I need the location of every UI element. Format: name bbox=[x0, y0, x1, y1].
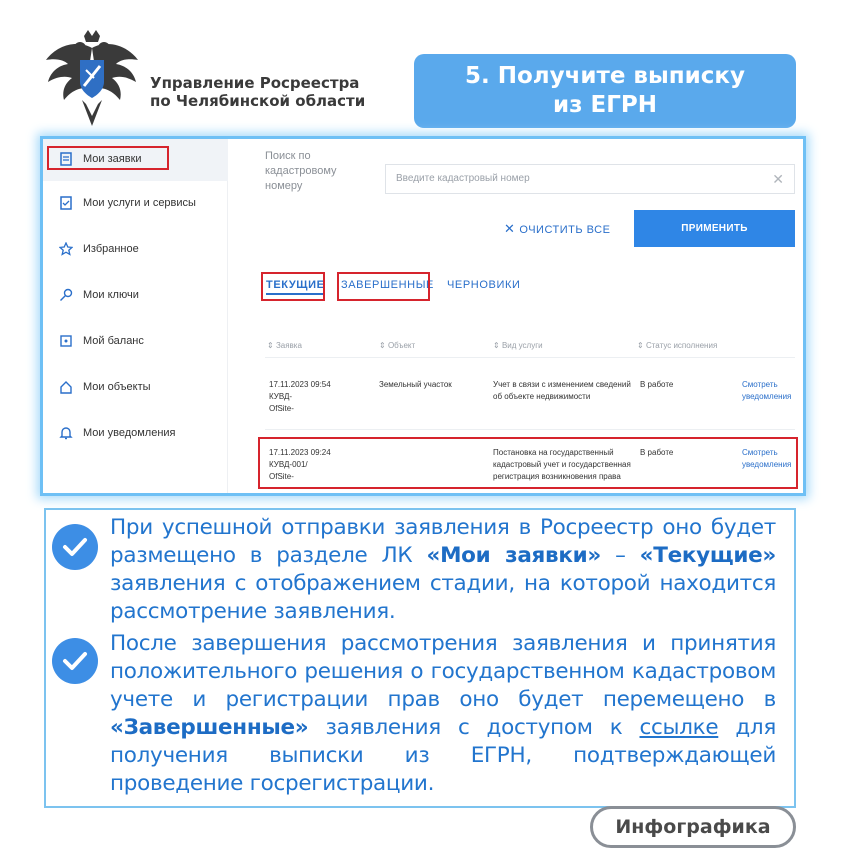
divider bbox=[265, 357, 795, 358]
column-header-status[interactable]: ⇕ Статус исполнения bbox=[637, 341, 718, 350]
sidebar-item-label: Мои объекты bbox=[83, 381, 151, 393]
status: В работе bbox=[640, 448, 674, 457]
apply-button[interactable]: ПРИМЕНИТЬ bbox=[634, 210, 795, 247]
step-title: 5. Получите выписку из ЕГРН bbox=[414, 54, 796, 128]
application-number: КУВД- bbox=[269, 392, 293, 401]
object-type: Земельный участок bbox=[379, 380, 452, 389]
service-type: Учет в связи с изменением сведений об объекте недвижимости bbox=[493, 380, 631, 401]
divider bbox=[265, 429, 795, 430]
application-source: OfSite- bbox=[269, 404, 294, 413]
sidebar-item-services[interactable] bbox=[59, 193, 196, 213]
sidebar bbox=[43, 139, 228, 493]
search-placeholder: Введите кадастровый номер bbox=[396, 173, 530, 184]
info-paragraph-2: После завершения рассмотрения заявления и принятия положительного решения о государственном кадастровом учете и регистрации прав оно будет перемещено в «Завершенные» заявления с доступом к ссылке для получения выписки из ЕГРН, подтверждающей проведение госрегистрации. bbox=[110, 631, 776, 796]
column-header-application[interactable]: ⇕ Заявка bbox=[267, 341, 302, 350]
sidebar-item-notifications[interactable] bbox=[59, 423, 176, 443]
highlight-my-applications bbox=[47, 146, 169, 170]
sidebar-item-label: Мои услуги и сервисы bbox=[83, 197, 196, 209]
house-icon bbox=[59, 380, 73, 394]
column-header-service[interactable]: ⇕ Вид услуги bbox=[493, 341, 543, 350]
sidebar-item-label: Мои уведомления bbox=[83, 427, 176, 439]
status: В работе bbox=[640, 380, 674, 389]
view-notifications-link[interactable]: Смотреть уведомления bbox=[742, 380, 792, 401]
star-icon bbox=[59, 242, 73, 256]
highlight-tab-current bbox=[261, 272, 325, 301]
sidebar-item-objects[interactable] bbox=[59, 377, 151, 397]
checkmark-icon bbox=[52, 638, 98, 684]
personal-account-screenshot bbox=[40, 136, 806, 496]
sidebar-item-label: Мои заявки bbox=[83, 153, 142, 165]
clear-all-button[interactable]: ✕ ОЧИСТИТЬ ВСЕ bbox=[504, 221, 611, 236]
highlight-application-row bbox=[258, 437, 798, 489]
service-type: Постановка на государственный кадастровый учет и государственная регистрация возникновения права bbox=[493, 448, 631, 481]
sidebar-item-label: Избранное bbox=[83, 243, 139, 255]
checklist-icon bbox=[59, 196, 73, 210]
tab-completed[interactable]: ЗАВЕРШЕННЫЕ bbox=[341, 279, 434, 291]
sidebar-item-keys[interactable] bbox=[59, 285, 139, 305]
info-box bbox=[44, 508, 796, 808]
search-label: Поиск по кадастровому номеру bbox=[265, 150, 337, 192]
info-paragraph-1: При успешной отправки заявления в Росреестр оно будет размещено в разделе ЛК «Мои заявки» – «Текущие» заявления с отображением стадии, на которой находится рассмотрение заявления. bbox=[110, 515, 777, 624]
sidebar-item-favorites[interactable] bbox=[59, 239, 139, 259]
close-icon: ✕ bbox=[504, 221, 516, 236]
highlight-tab-completed bbox=[337, 272, 430, 301]
applications-main bbox=[229, 139, 803, 493]
view-notifications-link[interactable]: Смотреть уведомления bbox=[742, 448, 792, 469]
key-icon bbox=[59, 288, 73, 302]
checkmark-icon bbox=[52, 524, 98, 570]
application-number: КУВД-001/ bbox=[269, 460, 308, 469]
column-header-object[interactable]: ⇕ Объект bbox=[379, 341, 416, 350]
rosreestr-eagle-logo bbox=[44, 30, 140, 130]
application-date: 17.11.2023 09:54 bbox=[269, 380, 331, 389]
cadastral-search-input[interactable] bbox=[385, 164, 795, 194]
application-source: OfSite- bbox=[269, 472, 294, 481]
organization-name: Управление Росреестра по Челябинской области bbox=[150, 74, 366, 110]
sidebar-item-label: Мои ключи bbox=[83, 289, 139, 301]
infographic-badge: Инфографика bbox=[590, 806, 796, 848]
sidebar-item-balance[interactable] bbox=[59, 331, 144, 351]
tab-current[interactable]: ТЕКУЩИЕ bbox=[266, 279, 325, 295]
sidebar-item-label: Мой баланс bbox=[83, 335, 144, 347]
application-date: 17.11.2023 09:24 bbox=[269, 448, 331, 457]
bell-icon bbox=[59, 426, 73, 440]
close-icon[interactable]: ✕ bbox=[772, 171, 784, 187]
tab-drafts[interactable]: ЧЕРНОВИКИ bbox=[447, 279, 521, 291]
extract-link[interactable]: ссылке bbox=[639, 715, 719, 740]
wallet-icon bbox=[59, 334, 73, 348]
